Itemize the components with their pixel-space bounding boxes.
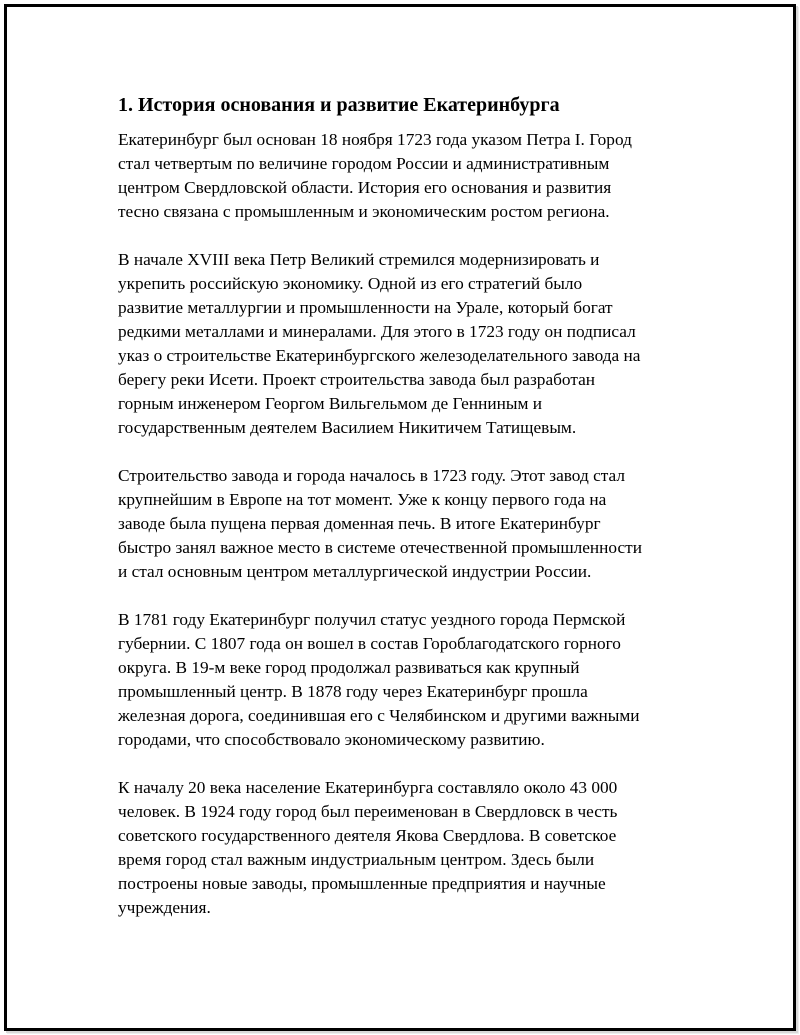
paragraph-4 xyxy=(118,608,698,752)
paragraph-line: промышленный центр. В 1878 году через Екатеринбург прошла xyxy=(118,682,588,701)
paragraph-line: развитие металлургии и промышленности на Урале, который богат xyxy=(118,298,613,317)
paragraph-line: время город стал важным индустриальным центром. Здесь были xyxy=(118,850,595,869)
paragraph-line: редкими металлами и минералами. Для этого в 1723 году он подписал xyxy=(118,322,636,341)
paragraph-line: В начале XVIII века Петр Великий стремился модернизировать и xyxy=(118,250,600,269)
paragraph-line: государственным деятелем Василием Никитичем Татищевым. xyxy=(118,418,577,437)
paragraph-1 xyxy=(118,128,698,224)
paragraph-5 xyxy=(118,776,698,920)
paragraph-line: указ о строительстве Екатеринбургского железоделательного завода на xyxy=(118,346,641,365)
paragraph-2 xyxy=(118,248,698,440)
paragraph-line: К началу 20 века население Екатеринбурга составляло около 43 000 xyxy=(118,778,618,797)
paragraph-line: городами, что способствовало экономическому развитию. xyxy=(118,730,545,749)
paragraph-line: крупнейшим в Европе на тот момент. Уже к концу первого года на xyxy=(118,490,607,509)
section-heading: 1. История основания и развитие Екатеринбурга xyxy=(118,94,560,116)
paragraph-line: округа. В 19-м веке город продолжал развиваться как крупный xyxy=(118,658,580,677)
paragraph-line: тесно связана с промышленным и экономическим ростом региона. xyxy=(118,202,610,221)
paragraph-line: горным инженером Георгом Вильгельмом де Генниным и xyxy=(118,394,542,413)
paragraph-line: Екатеринбург был основан 18 ноября 1723 года указом Петра I. Город xyxy=(118,130,632,149)
paragraph-line: и стал основным центром металлургической индустрии России. xyxy=(118,562,592,581)
paragraph-line: советского государственного деятеля Якова Свердлова. В советское xyxy=(118,826,617,845)
paragraph-3 xyxy=(118,464,698,584)
paragraph-line: учреждения. xyxy=(118,898,211,917)
paragraph-line: железная дорога, соединившая его с Челябинском и другими важными xyxy=(118,706,640,725)
paragraph-line: заводе была пущена первая доменная печь. В итоге Екатеринбург xyxy=(118,514,601,533)
paragraph-line: В 1781 году Екатеринбург получил статус уездного города Пермской xyxy=(118,610,626,629)
paragraph-line: человек. В 1924 году город был переименован в Свердловск в честь xyxy=(118,802,618,821)
paragraph-line: губернии. С 1807 года он вошел в состав Гороблагодатского горного xyxy=(118,634,621,653)
paragraph-line: быстро занял важное место в системе отечественной промышленности xyxy=(118,538,642,557)
paragraph-line: центром Свердловской области. История его основания и развития xyxy=(118,178,612,197)
paragraph-line: укрепить российскую экономику. Одной из его стратегий было xyxy=(118,274,583,293)
paragraph-line: берегу реки Исети. Проект строительства завода был разработан xyxy=(118,370,596,389)
paragraph-line: построены новые заводы, промышленные предприятия и научные xyxy=(118,874,606,893)
document-body xyxy=(118,92,698,944)
paragraph-line: стал четвертым по величине городом России и административным xyxy=(118,154,610,173)
paragraph-line: Строительство завода и города началось в 1723 году. Этот завод стал xyxy=(118,466,625,485)
